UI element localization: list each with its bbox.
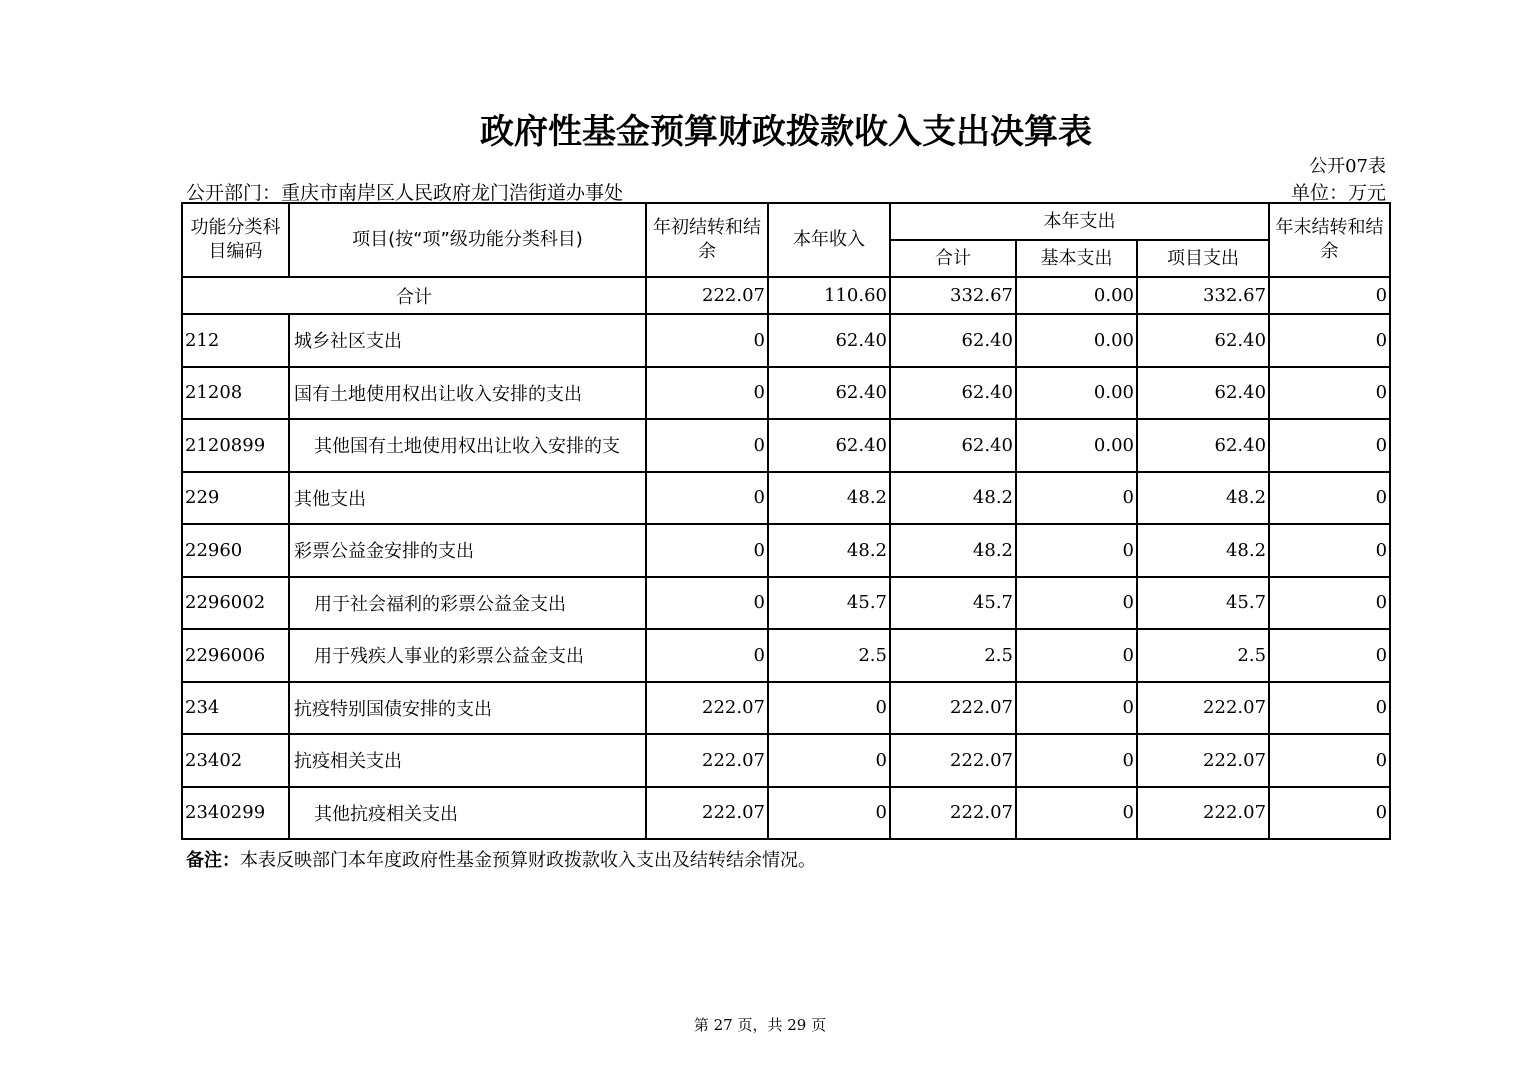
row-name: 城乡社区支出 xyxy=(289,314,646,367)
row-income: 0 xyxy=(768,682,890,735)
page-number: 第 27 页，共 29 页 xyxy=(693,1016,827,1034)
row-expense-total: 45.7 xyxy=(890,577,1016,630)
header-code: 功能分类科目编码 xyxy=(182,203,289,277)
row-end: 0 xyxy=(1269,314,1390,367)
row-code: 2120899 xyxy=(182,419,289,472)
table-row xyxy=(182,524,1390,577)
row-end: 0 xyxy=(1269,472,1390,525)
row-begin: 0 xyxy=(646,314,768,367)
unit-label: 单位：万元 xyxy=(1290,182,1386,204)
row-expense-basic: 0 xyxy=(1016,577,1137,630)
page-title: 政府性基金预算财政拨款收入支出决算表 xyxy=(480,112,1092,152)
total-row xyxy=(182,277,1390,314)
note xyxy=(186,846,816,872)
row-expense-basic: 0 xyxy=(1016,524,1137,577)
row-expense-project: 222.07 xyxy=(1137,734,1269,787)
header-expense-total: 合计 xyxy=(890,240,1016,277)
total-end: 0 xyxy=(1269,277,1390,314)
row-expense-total: 222.07 xyxy=(890,682,1016,735)
row-income: 62.40 xyxy=(768,367,890,420)
row-end: 0 xyxy=(1269,367,1390,420)
row-expense-total: 222.07 xyxy=(890,787,1016,840)
row-code: 229 xyxy=(182,472,289,525)
row-code: 234 xyxy=(182,682,289,735)
header-end-balance: 年末结转和结余 xyxy=(1269,203,1390,277)
row-expense-project: 48.2 xyxy=(1137,524,1269,577)
row-end: 0 xyxy=(1269,524,1390,577)
row-expense-project: 48.2 xyxy=(1137,472,1269,525)
row-begin: 0 xyxy=(646,629,768,682)
department-label: 公开部门：重庆市南岸区人民政府龙门浩街道办事处 xyxy=(186,182,624,204)
row-expense-basic: 0 xyxy=(1016,682,1137,735)
row-code: 212 xyxy=(182,314,289,367)
row-expense-total: 222.07 xyxy=(890,734,1016,787)
row-expense-basic: 0 xyxy=(1016,787,1137,840)
row-name: 抗疫相关支出 xyxy=(289,734,646,787)
table-row xyxy=(182,629,1390,682)
header-expense-project: 项目支出 xyxy=(1137,240,1269,277)
row-name: 彩票公益金安排的支出 xyxy=(289,524,646,577)
row-end: 0 xyxy=(1269,734,1390,787)
row-name: 其他国有土地使用权出让收入安排的支 xyxy=(289,419,646,472)
header-expense-group: 本年支出 xyxy=(890,203,1269,240)
header-expense-basic: 基本支出 xyxy=(1016,240,1137,277)
total-basic: 0.00 xyxy=(1016,277,1137,314)
header-item: 项目(按“项”级功能分类科目) xyxy=(289,203,646,277)
row-end: 0 xyxy=(1269,577,1390,630)
header-begin-balance: 年初结转和结余 xyxy=(646,203,768,277)
row-name: 国有土地使用权出让收入安排的支出 xyxy=(289,367,646,420)
table-row xyxy=(182,682,1390,735)
row-income: 45.7 xyxy=(768,577,890,630)
total-label: 合计 xyxy=(182,277,646,314)
table-row xyxy=(182,787,1390,840)
table-row xyxy=(182,472,1390,525)
row-expense-project: 222.07 xyxy=(1137,682,1269,735)
row-end: 0 xyxy=(1269,787,1390,840)
row-end: 0 xyxy=(1269,419,1390,472)
row-expense-basic: 0 xyxy=(1016,472,1137,525)
row-expense-total: 62.40 xyxy=(890,419,1016,472)
row-expense-total: 48.2 xyxy=(890,524,1016,577)
row-code: 2296006 xyxy=(182,629,289,682)
row-expense-project: 45.7 xyxy=(1137,577,1269,630)
row-expense-project: 62.40 xyxy=(1137,367,1269,420)
row-income: 0 xyxy=(768,787,890,840)
row-code: 22960 xyxy=(182,524,289,577)
row-begin: 222.07 xyxy=(646,787,768,840)
budget-table xyxy=(181,202,1391,840)
note-label: 备注： xyxy=(186,850,240,871)
row-begin: 222.07 xyxy=(646,682,768,735)
row-begin: 0 xyxy=(646,524,768,577)
table-row xyxy=(182,367,1390,420)
row-expense-total: 62.40 xyxy=(890,367,1016,420)
row-code: 21208 xyxy=(182,367,289,420)
row-name: 其他抗疫相关支出 xyxy=(289,787,646,840)
row-name: 用于社会福利的彩票公益金支出 xyxy=(289,577,646,630)
row-expense-basic: 0.00 xyxy=(1016,419,1137,472)
total-begin: 222.07 xyxy=(646,277,768,314)
row-code: 23402 xyxy=(182,734,289,787)
row-end: 0 xyxy=(1269,682,1390,735)
row-code: 2296002 xyxy=(182,577,289,630)
row-expense-project: 222.07 xyxy=(1137,787,1269,840)
row-end: 0 xyxy=(1269,629,1390,682)
row-expense-basic: 0.00 xyxy=(1016,314,1137,367)
row-expense-basic: 0 xyxy=(1016,629,1137,682)
row-expense-basic: 0.00 xyxy=(1016,367,1137,420)
table-row xyxy=(182,577,1390,630)
table-row xyxy=(182,314,1390,367)
total-project: 332.67 xyxy=(1137,277,1269,314)
row-income: 2.5 xyxy=(768,629,890,682)
form-number: 公开07表 xyxy=(1309,156,1386,177)
row-begin: 0 xyxy=(646,577,768,630)
row-expense-total: 2.5 xyxy=(890,629,1016,682)
row-name: 用于残疾人事业的彩票公益金支出 xyxy=(289,629,646,682)
row-expense-project: 62.40 xyxy=(1137,419,1269,472)
row-income: 48.2 xyxy=(768,524,890,577)
header-income: 本年收入 xyxy=(768,203,890,277)
row-begin: 0 xyxy=(646,419,768,472)
total-expense: 332.67 xyxy=(890,277,1016,314)
table-row xyxy=(182,419,1390,472)
row-expense-project: 2.5 xyxy=(1137,629,1269,682)
row-name: 其他支出 xyxy=(289,472,646,525)
row-income: 62.40 xyxy=(768,419,890,472)
row-begin: 222.07 xyxy=(646,734,768,787)
row-begin: 0 xyxy=(646,367,768,420)
row-income: 0 xyxy=(768,734,890,787)
row-code: 2340299 xyxy=(182,787,289,840)
row-income: 62.40 xyxy=(768,314,890,367)
row-begin: 0 xyxy=(646,472,768,525)
table-row xyxy=(182,734,1390,787)
row-expense-total: 48.2 xyxy=(890,472,1016,525)
note-text: 本表反映部门本年度政府性基金预算财政拨款收入支出及结转结余情况。 xyxy=(240,850,816,871)
row-expense-total: 62.40 xyxy=(890,314,1016,367)
row-expense-basic: 0 xyxy=(1016,734,1137,787)
total-income: 110.60 xyxy=(768,277,890,314)
row-name: 抗疫特别国债安排的支出 xyxy=(289,682,646,735)
row-expense-project: 62.40 xyxy=(1137,314,1269,367)
row-income: 48.2 xyxy=(768,472,890,525)
